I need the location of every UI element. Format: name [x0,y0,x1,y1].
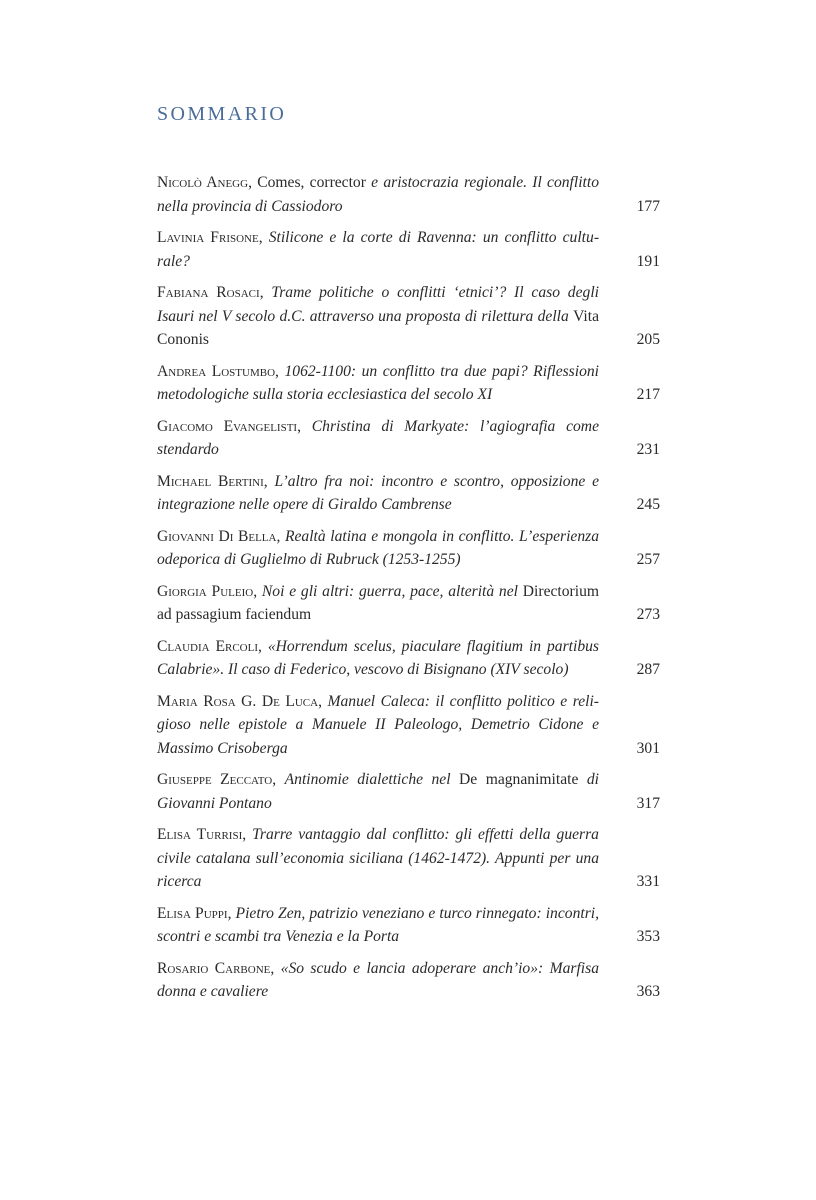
toc-entry-text [157,171,599,218]
toc-entry-text [157,902,599,949]
toc-author: Lavinia Frisone [157,229,259,246]
toc-entry-text [157,635,599,682]
toc-entry-text [157,525,599,572]
toc-title-segment: «Horrendum scelus, piaculare flagitium in partibus Calabrie». Il caso di Federico, vescovo di Bisignano (XIV secolo) [157,637,599,678]
toc-entry-text [157,470,599,517]
toc-separator: , [227,904,236,922]
toc-entry [157,360,660,407]
toc-title-segment: Trame politiche o conflitti ‘etnici’? Il caso degli Isauri nel V secolo d.C. attraverso una proposta di rilettura della [157,284,599,325]
toc-title-segment: Noi e gli altri: guerra, pace, alterità nel [261,582,523,600]
toc-entry-text [157,360,599,407]
toc-title-segment: e aristocrazia regionale. Il conflitto nella provincia di Cassiodoro [157,174,600,215]
toc-title-segment: De magnanimitate [459,771,579,788]
toc-page-number: 363 [636,983,660,1000]
toc-author: Michael Bertini [157,472,264,490]
toc-author: Elisa Puppi [157,904,228,922]
toc-separator: , [248,174,258,191]
toc-page-number: 353 [636,928,660,945]
toc-author: Giacomo Evangelisti [157,417,298,435]
toc-title-segment: Trarre vantaggio dal conflitto: gli effetti della guerra civile catalana sull’economia siciliana (1462-1472). Appunti per una ricerca [157,826,599,890]
toc-entry-text [157,281,599,352]
toc-entry [157,281,660,352]
toc-entry [157,226,660,273]
toc-title-segment: Stilicone e la corte di Ravenna: un conflitto culturale? [157,229,600,270]
toc-title-segment: Antinomie dialettiche nel [284,771,460,788]
toc-entry [157,415,660,462]
toc-title-segment: Comes, corrector [257,174,366,191]
toc-entry-text [157,768,599,815]
toc-entry [157,957,660,1004]
toc-author: Elisa Turrisi [157,826,243,843]
toc-entry-text [157,415,599,462]
table-of-contents [157,171,660,1012]
toc-author: Andrea Lostumbo [157,362,276,380]
toc-title-segment: Realtà latina e mongola in conflitto. L’esperienza odeporica di Guglielmo di Rubruck (1253-1255) [157,527,600,568]
toc-entry [157,902,660,949]
toc-separator: , [318,692,328,710]
toc-title-segment: Pietro Zen, patrizio veneziano e turco rinnegato: incontri, scontri e scambi tra Venezia e la Porta [157,904,599,945]
toc-page-number: 231 [636,441,660,458]
toc-separator: , [272,771,285,788]
toc-entry-text [157,823,599,894]
toc-page-number: 205 [636,331,660,348]
toc-page-number: 191 [636,252,660,270]
toc-author: Giorgia Puleio [157,582,254,600]
toc-entry [157,768,660,815]
toc-entry [157,690,660,761]
toc-separator: , [258,637,268,655]
toc-page-number: 273 [636,606,660,623]
toc-entry-text [157,690,599,761]
toc-entry-text [157,957,599,1004]
toc-separator: , [276,527,285,545]
toc-entry [157,171,660,218]
toc-entry [157,525,660,572]
toc-author: Nicolò Anegg [157,174,249,191]
page-title: SOMMARIO [157,103,287,125]
toc-entry-text [157,226,599,273]
toc-page-number: 217 [636,386,660,403]
toc-title-segment: di Giovanni Pontano [157,771,599,812]
toc-separator: , [253,582,262,600]
toc-entry [157,470,660,517]
toc-page-number: 331 [636,873,660,890]
toc-separator: , [270,959,281,977]
toc-page-number: 245 [636,496,660,513]
toc-separator: , [258,229,269,246]
toc-author: Giovanni Di Bella [157,527,277,545]
toc-entry-text [157,580,599,627]
toc-separator: , [259,284,272,301]
toc-page-number: 257 [636,551,660,568]
toc-separator: , [275,362,285,380]
toc-entry [157,580,660,627]
toc-separator: , [297,417,312,435]
toc-author: Rosario Carbone [157,959,271,977]
toc-separator: , [263,472,275,490]
toc-page-number: 301 [636,739,660,757]
toc-title-segment: «So scudo e lancia adoperare anch’io»: Marfisa donna e cavaliere [157,959,599,1000]
toc-author: Claudia Ercoli [157,637,258,655]
toc-entry [157,635,660,682]
toc-title-segment: Vita Cononis [157,307,599,348]
toc-entry [157,823,660,894]
toc-title-segment: Directorium ad passagium faciendum [157,582,599,623]
toc-title-segment: Christina di Markyate: l’agiografia come stendardo [157,417,599,458]
toc-title-segment: L’altro fra noi: incontro e scontro, opposizione e integrazione nelle opere di Giraldo Cambrense [157,472,599,513]
toc-page-number: 287 [636,661,660,678]
toc-title-segment: 1062-1100: un conflitto tra due papi? Riflessioni metodologiche sulla storia ecclesiastica del secolo XI [157,362,600,403]
toc-author: Giuseppe Zeccato [157,771,273,788]
toc-page-number: 317 [636,794,660,812]
toc-author: Fabiana Rosaci [157,284,260,301]
toc-author: Maria Rosa G. De Luca [157,692,319,710]
toc-separator: , [242,826,253,843]
toc-page-number: 177 [636,197,660,215]
toc-title-segment: Manuel Caleca: il conflitto politico e religioso nelle epistole a Manuele II Paleologo, Demetrio Cidone e Massimo Crisoberga [157,692,599,757]
